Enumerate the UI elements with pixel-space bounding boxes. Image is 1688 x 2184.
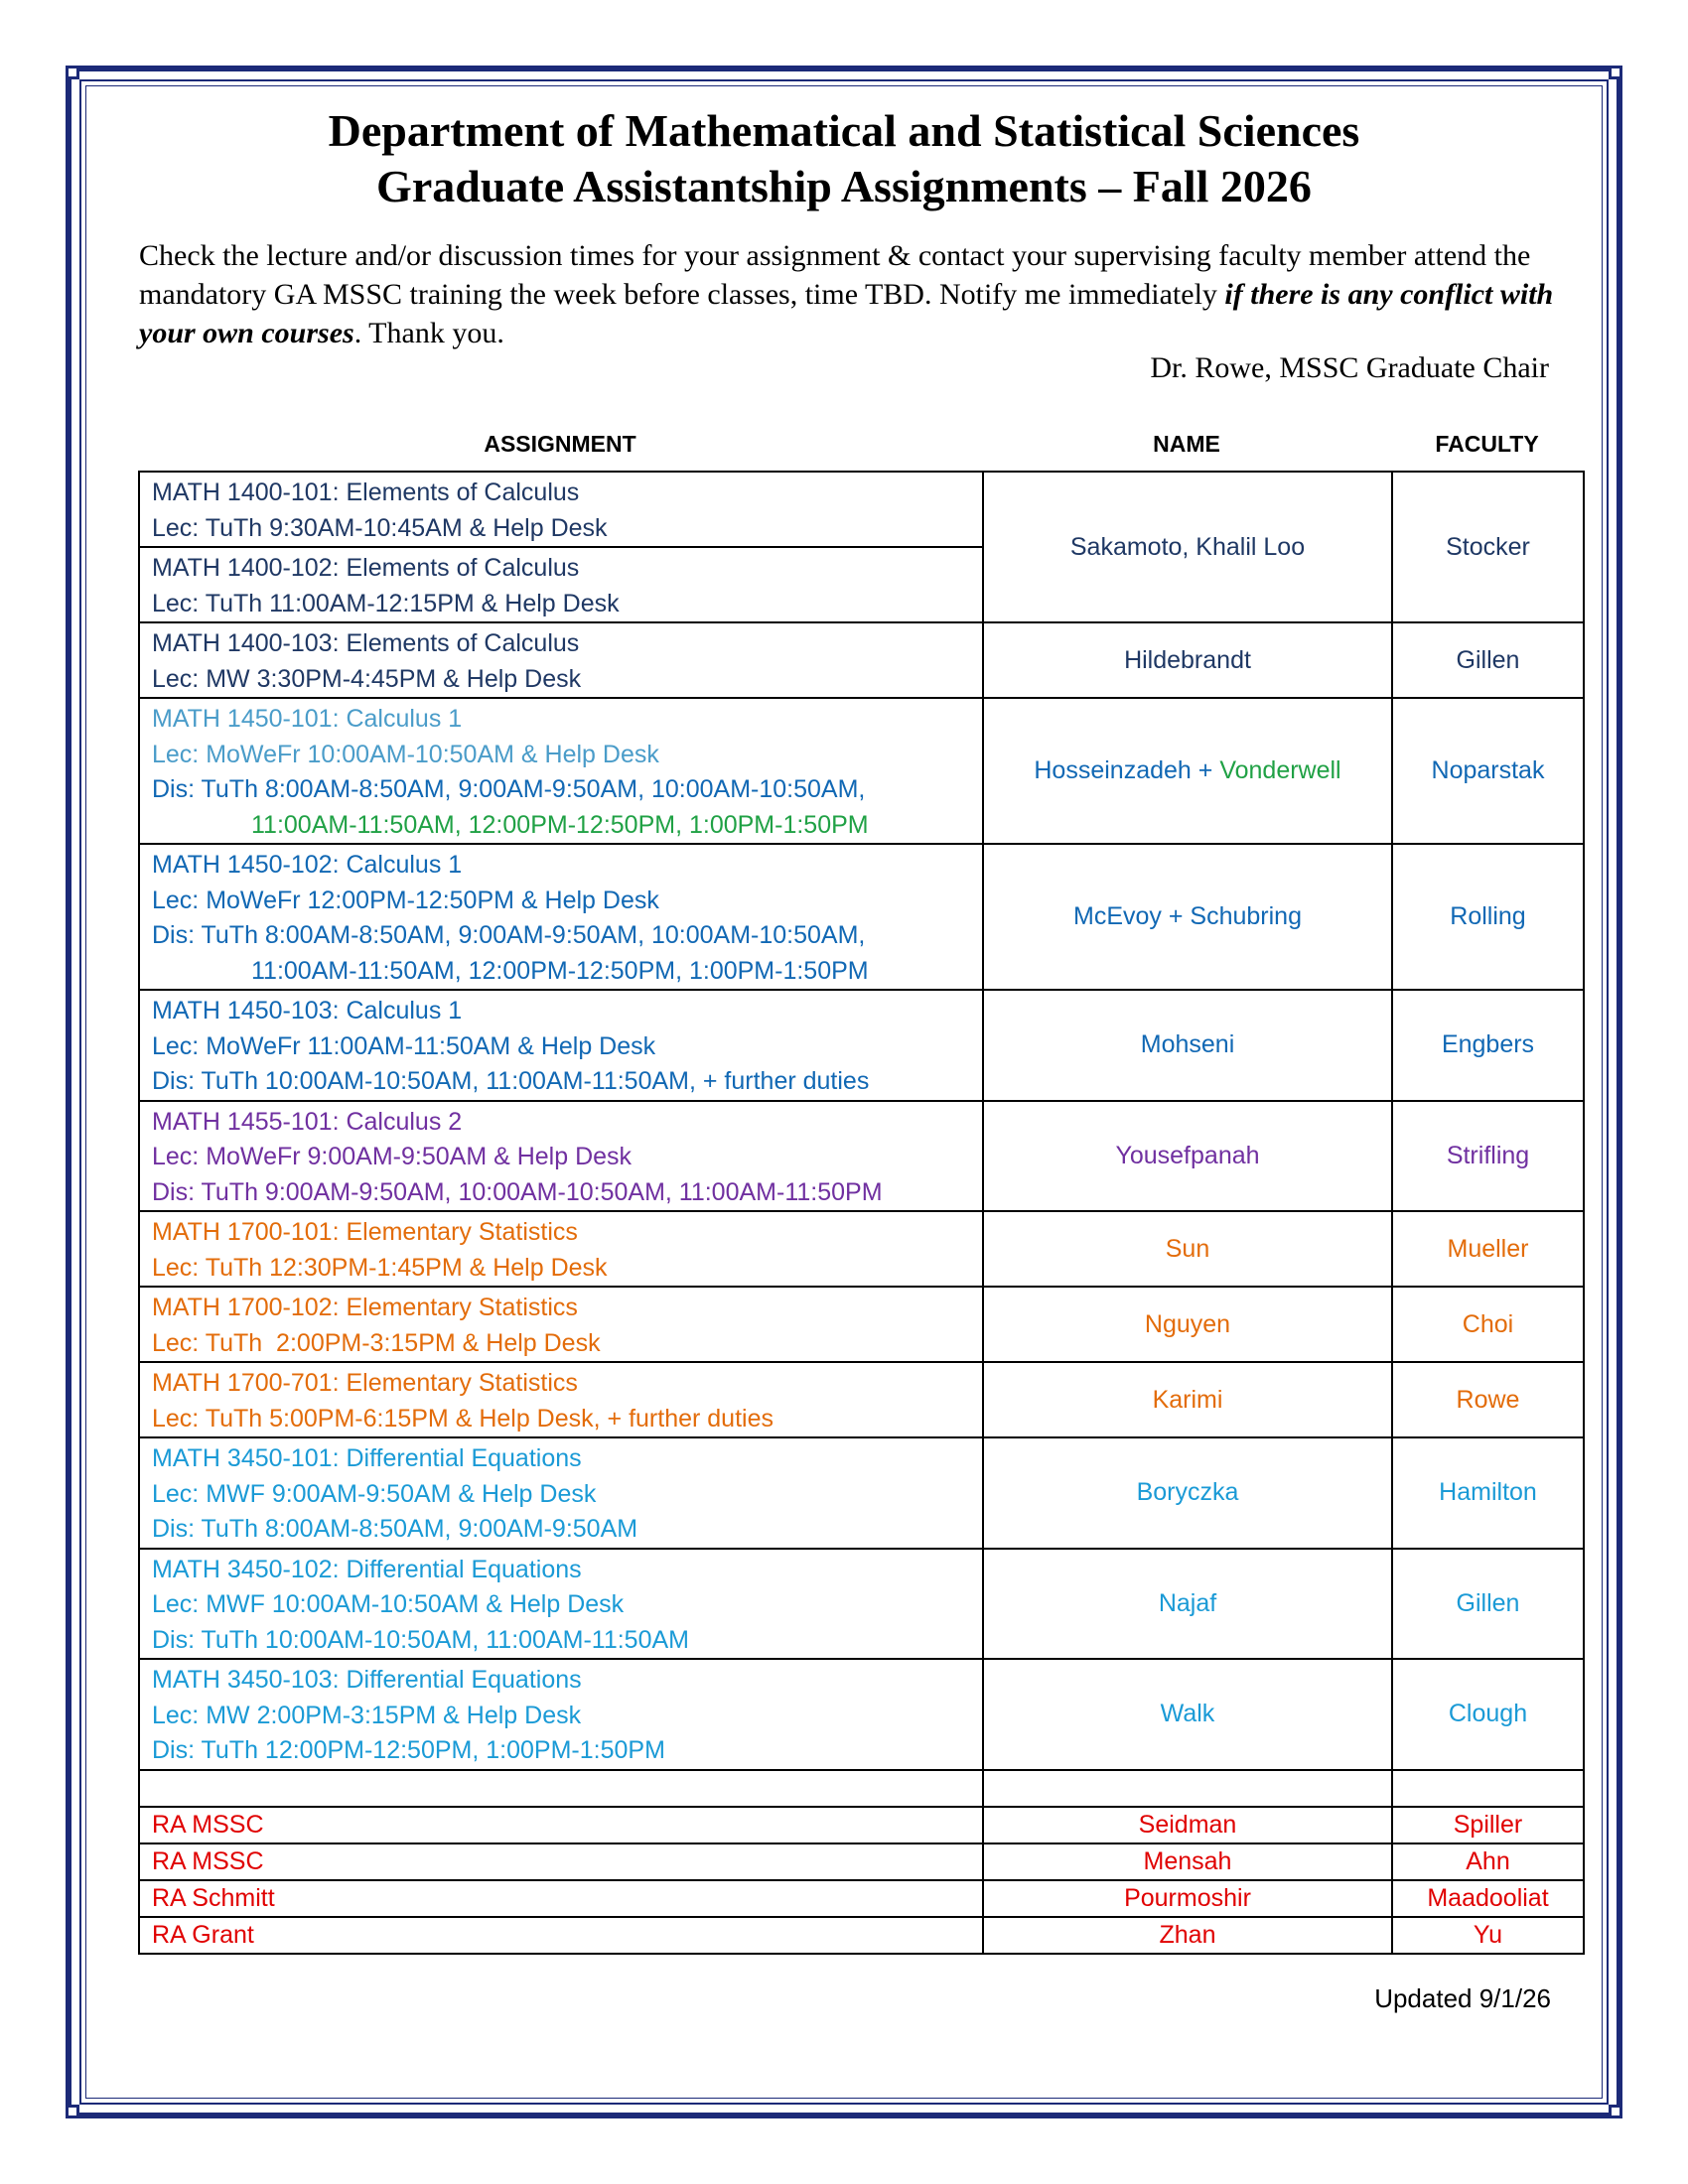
discussion-line: Dis: TuTh 8:00AM-8:50AM, 9:00AM-9:50AM — [152, 1515, 638, 1543]
assignment-cell — [139, 698, 983, 844]
faculty-cell: Rowe — [1392, 1362, 1584, 1437]
border-corner — [1609, 66, 1622, 79]
assignment-cell — [139, 990, 983, 1101]
discussion-line: Dis: TuTh 8:00AM-8:50AM, 9:00AM-9:50AM, 10:00AM-10:50AM, — [152, 921, 866, 949]
name-cell: Pourmoshir — [983, 1880, 1392, 1917]
table-row — [139, 1549, 1584, 1660]
header-assignment: ASSIGNMENT — [484, 431, 636, 457]
table-row — [139, 1287, 1584, 1362]
name-cell: McEvoy + Schubring — [983, 844, 1392, 990]
faculty-cell: Rolling — [1392, 844, 1584, 990]
assignment-cell: RA Grant — [139, 1917, 983, 1954]
table-row — [139, 622, 1584, 698]
assignment-cell — [139, 1659, 983, 1770]
assignment-cell — [139, 1287, 983, 1362]
faculty-cell: Spiller — [1392, 1807, 1584, 1843]
faculty-cell: Ahn — [1392, 1843, 1584, 1880]
course-line: MATH 3450-103: Differential Equations — [152, 1666, 582, 1694]
course-line: MATH 1700-101: Elementary Statistics — [152, 1218, 578, 1246]
header-faculty: FACULTY — [1435, 431, 1539, 457]
course-line: MATH 3450-102: Differential Equations — [152, 1555, 582, 1583]
faculty-cell: Noparstak — [1392, 698, 1584, 844]
course-line: MATH 1450-102: Calculus 1 — [152, 851, 463, 879]
assignment-cell: RA Schmitt — [139, 1880, 983, 1917]
lecture-line: Lec: MoWeFr 12:00PM-12:50PM & Help Desk — [152, 886, 659, 914]
faculty-cell: Yu — [1392, 1917, 1584, 1954]
name-cell: Mensah — [983, 1843, 1392, 1880]
discussion-line: Dis: TuTh 12:00PM-12:50PM, 1:00PM-1:50PM — [152, 1736, 665, 1764]
intro-text-end: . Thank you. — [353, 317, 504, 349]
table-row — [139, 1101, 1584, 1212]
course-line: MATH 1400-103: Elements of Calculus — [152, 629, 580, 657]
name-cell: Walk — [983, 1659, 1392, 1770]
lecture-line: Lec: MWF 10:00AM-10:50AM & Help Desk — [152, 1590, 625, 1618]
name-cell: Hildebrandt — [983, 622, 1392, 698]
name-cell: Seidman — [983, 1807, 1392, 1843]
empty-cell — [139, 1770, 983, 1807]
table-row — [139, 1659, 1584, 1770]
course-line: MATH 1450-103: Calculus 1 — [152, 997, 463, 1024]
table-row — [139, 472, 1584, 547]
updated-date: Updated 9/1/26 — [1374, 1983, 1551, 2013]
table-row — [139, 1807, 1584, 1843]
name-cell: Sakamoto, Khalil Loo — [983, 472, 1392, 622]
faculty-cell: Engbers — [1392, 990, 1584, 1101]
name-part: Hosseinzadeh — [1034, 756, 1192, 784]
signature: Dr. Rowe, MSSC Graduate Chair — [1150, 351, 1549, 384]
assignment-cell — [139, 622, 983, 698]
discussion-line: Dis: TuTh 8:00AM-8:50AM, 9:00AM-9:50AM, 10:00AM-10:50AM, — [152, 775, 866, 803]
table-row — [139, 1843, 1584, 1880]
name-cell: Yousefpanah — [983, 1101, 1392, 1212]
lecture-line: Lec: MW 3:30PM-4:45PM & Help Desk — [152, 664, 582, 693]
table-row — [139, 1437, 1584, 1549]
course-line: MATH 1700-701: Elementary Statistics — [152, 1369, 578, 1397]
assignment-cell — [139, 1437, 983, 1549]
faculty-cell: Choi — [1392, 1287, 1584, 1362]
name-part: Vonderwell — [1219, 756, 1341, 784]
course-line: MATH 1450-101: Calculus 1 — [152, 705, 463, 733]
assignment-cell — [139, 472, 983, 547]
faculty-cell: Gillen — [1392, 1549, 1584, 1660]
table-row — [139, 1211, 1584, 1287]
name-cell: Zhan — [983, 1917, 1392, 1954]
table-row — [139, 698, 1584, 844]
course-line: MATH 1400-102: Elements of Calculus — [152, 554, 580, 582]
intro-emphasis: if there is any conflict with your own courses — [139, 278, 1554, 349]
course-line: MATH 1455-101: Calculus 2 — [152, 1107, 463, 1136]
course-line: MATH 1700-102: Elementary Statistics — [152, 1294, 578, 1321]
table-row — [139, 990, 1584, 1101]
assignment-cell — [139, 1549, 983, 1660]
faculty-cell: Mueller — [1392, 1211, 1584, 1287]
name-cell: Sun — [983, 1211, 1392, 1287]
border-corner — [1609, 2105, 1622, 2118]
table-row-empty — [139, 1770, 1584, 1807]
name-cell: Karimi — [983, 1362, 1392, 1437]
lecture-line: Lec: MoWeFr 11:00AM-11:50AM & Help Desk — [152, 1031, 656, 1060]
lecture-line: Lec: TuTh 9:30AM-10:45AM & Help Desk — [152, 513, 608, 542]
assignment-cell — [139, 844, 983, 990]
discussion-line-cont: 11:00AM-11:50AM, 12:00PM-12:50PM, 1:00PM-1:50PM — [251, 956, 869, 985]
lecture-line: Lec: TuTh 5:00PM-6:15PM & Help Desk, + further duties — [152, 1404, 774, 1433]
lecture-line: Lec: MoWeFr 10:00AM-10:50AM & Help Desk — [152, 740, 659, 768]
intro-text: Check the lecture and/or discussion times for your assignment & contact your supervising faculty member attend the mandatory GA MSSC training the week before classes, time TBD. Notify me immediately — [139, 239, 1531, 311]
name-cell: Boryczka — [983, 1437, 1392, 1549]
discussion-line: Dis: TuTh 10:00AM-10:50AM, 11:00AM-11:50AM — [152, 1625, 689, 1654]
lecture-line: Lec: TuTh 11:00AM-12:15PM & Help Desk — [152, 589, 620, 617]
name-separator: + — [1191, 756, 1220, 784]
lecture-line: Lec: MW 2:00PM-3:15PM & Help Desk — [152, 1701, 582, 1729]
faculty-cell: Gillen — [1392, 622, 1584, 698]
border-corner — [66, 66, 79, 79]
assignment-cell: RA MSSC — [139, 1807, 983, 1843]
empty-cell — [983, 1770, 1392, 1807]
name-cell: Najaf — [983, 1549, 1392, 1660]
faculty-cell: Maadooliat — [1392, 1880, 1584, 1917]
name-cell: Mohseni — [983, 990, 1392, 1101]
table-row — [139, 1880, 1584, 1917]
discussion-line: Dis: TuTh 10:00AM-10:50AM, 11:00AM-11:50AM, + further duties — [152, 1067, 870, 1095]
assignment-cell — [139, 547, 983, 622]
lecture-line: Lec: TuTh 2:00PM-3:15PM & Help Desk — [152, 1328, 601, 1357]
lecture-line: Lec: MWF 9:00AM-9:50AM & Help Desk — [152, 1479, 597, 1508]
name-cell: Nguyen — [983, 1287, 1392, 1362]
table-row — [139, 844, 1584, 990]
empty-cell — [1392, 1770, 1584, 1807]
course-line: MATH 1400-101: Elements of Calculus — [152, 478, 580, 506]
faculty-cell: Clough — [1392, 1659, 1584, 1770]
assignment-cell — [139, 1101, 983, 1212]
lecture-line: Lec: TuTh 12:30PM-1:45PM & Help Desk — [152, 1253, 608, 1282]
name-cell — [983, 698, 1392, 844]
header-name: NAME — [1153, 431, 1220, 457]
discussion-line-cont: 11:00AM-11:50AM, 12:00PM-12:50PM, 1:00PM-1:50PM — [251, 810, 869, 839]
faculty-cell: Hamilton — [1392, 1437, 1584, 1549]
faculty-cell: Strifling — [1392, 1101, 1584, 1212]
course-line: MATH 3450-101: Differential Equations — [152, 1444, 582, 1472]
assignment-cell: RA MSSC — [139, 1843, 983, 1880]
border-corner — [66, 2105, 79, 2118]
lecture-line: Lec: MoWeFr 9:00AM-9:50AM & Help Desk — [152, 1143, 633, 1170]
discussion-line: Dis: TuTh 9:00AM-9:50AM, 10:00AM-10:50AM, 11:00AM-11:50PM — [152, 1177, 883, 1206]
table-row — [139, 1362, 1584, 1437]
page-title-line2: Graduate Assistantship Assignments – Fall 2026 — [376, 161, 1312, 211]
page-title-line1: Department of Mathematical and Statistical Sciences — [328, 105, 1360, 156]
faculty-cell: Stocker — [1392, 472, 1584, 622]
assignment-cell — [139, 1211, 983, 1287]
intro-paragraph — [139, 236, 1559, 352]
table-row — [139, 1917, 1584, 1954]
assignment-cell — [139, 1362, 983, 1437]
assignments-table — [138, 471, 1585, 1955]
